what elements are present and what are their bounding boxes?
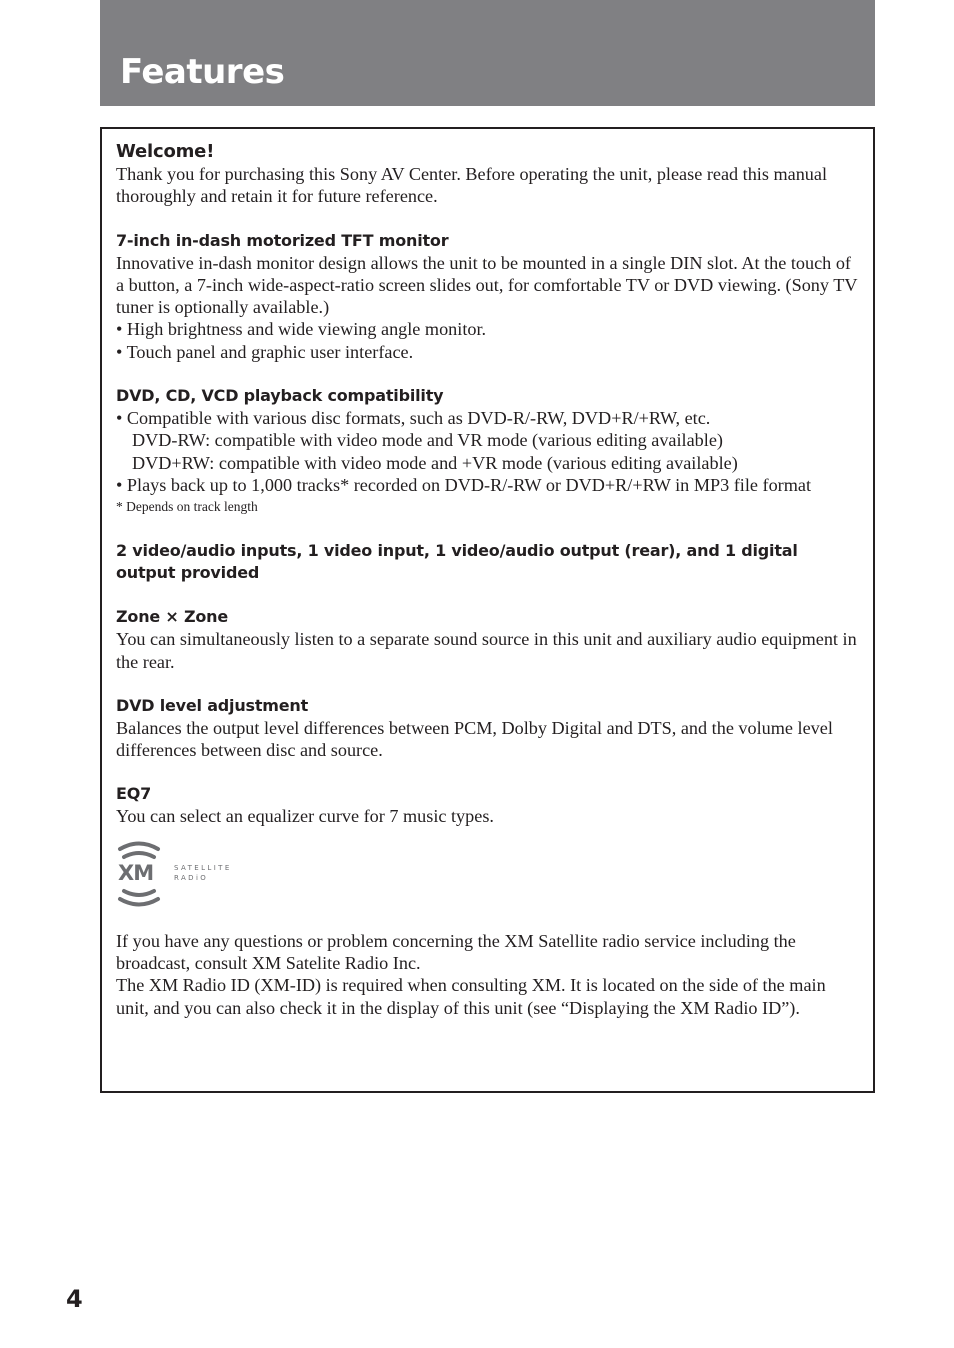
eq7-heading: EQ7	[116, 784, 152, 804]
welcome-body: Thank you for purchasing this Sony AV Center. Before operating the unit, please read this manual thoroughly and retain it for future reference.	[116, 164, 828, 207]
xm-logo-line-satellite: SATELLITE	[174, 863, 232, 872]
zone-heading: Zone × Zone	[116, 607, 229, 627]
xm-satellite-radio-logo	[114, 836, 244, 916]
playback-subline: DVD+RW: compatible with video mode and +VR mode (various editing available)	[132, 452, 738, 473]
monitor-bullet: • Touch panel and graphic user interface.	[116, 341, 414, 362]
monitor-section	[116, 230, 860, 363]
dvd-level-heading: DVD level adjustment	[116, 695, 309, 715]
welcome-heading: Welcome!	[116, 141, 215, 162]
io-section	[116, 540, 860, 584]
zone-body: You can simultaneously listen to a separate sound source in this unit and auxiliary audio equipment in the rear.	[116, 629, 857, 672]
dvd-level-section	[116, 695, 860, 762]
monitor-bullet: • High brightness and wide viewing angle monitor.	[116, 319, 487, 340]
eq7-section	[116, 783, 860, 827]
page-header-bar	[100, 0, 875, 106]
features-content	[116, 141, 860, 1019]
xm-logo-line-radio: RADiO	[174, 873, 209, 882]
zone-section	[116, 606, 860, 673]
xm-section	[116, 930, 860, 1019]
monitor-body: Innovative in-dash monitor design allows the unit to be mounted in a single DIN slot. At the touch of a button, a 7-inch wide-aspect-ratio screen slides out, for comfortable TV or DVD viewing. (Sony TV tuner is optionally available.)	[116, 252, 858, 318]
playback-subline: DVD-RW: compatible with video mode and VR mode (various editing available)	[132, 430, 723, 451]
xm-body: The XM Radio ID (XM-ID) is required when consulting XM. It is located on the side of the main unit, and you can also check it in the display of this unit (see “Displaying the XM Radio ID”).	[116, 975, 826, 1018]
playback-bullet: • Compatible with various disc formats, such as DVD-R/-RW, DVD+R/+RW, etc.	[116, 408, 711, 429]
playback-heading: DVD, CD, VCD playback compatibility	[116, 386, 444, 406]
page-number: 4	[66, 1285, 83, 1313]
playback-bullet: • Plays back up to 1,000 tracks* recorded on DVD-R/-RW or DVD+R/+RW in MP3 file format	[116, 474, 812, 495]
playback-section	[116, 385, 860, 518]
xm-logo-mark: XM	[118, 860, 154, 885]
playback-footnote: * Depends on track length	[116, 499, 258, 515]
features-box	[100, 127, 875, 1093]
monitor-heading: 7-inch in-dash motorized TFT monitor	[116, 230, 449, 250]
welcome-section	[116, 141, 860, 208]
page-title: Features	[120, 52, 285, 92]
dvd-level-body: Balances the output level differences between PCM, Dolby Digital and DTS, and the volume level differences between disc and source.	[116, 717, 833, 761]
io-heading: 2 video/audio inputs, 1 video input, 1 video/audio output (rear), and 1 digital output provided	[116, 541, 798, 583]
xm-body: If you have any questions or problem concerning the XM Satellite radio service including the broadcast, consult XM Satelite Radio Inc.	[116, 930, 796, 974]
eq7-body: You can select an equalizer curve for 7 music types.	[116, 806, 494, 827]
